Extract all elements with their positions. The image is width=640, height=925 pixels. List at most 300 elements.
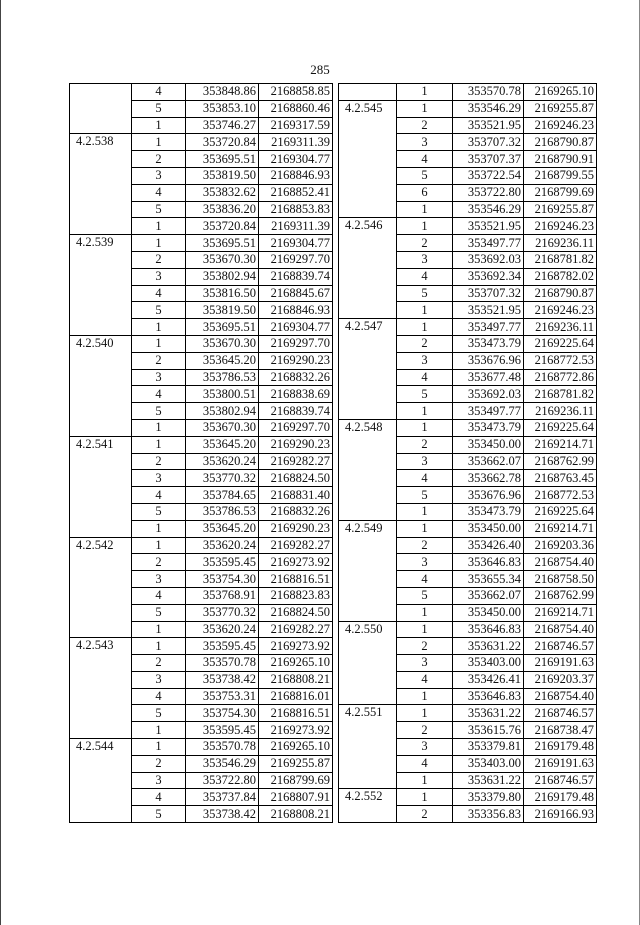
section-number-cell: 4.2.541: [70, 436, 132, 537]
point-number-cell: 1: [132, 235, 186, 252]
x-coordinate-cell: 353631.22: [453, 772, 524, 789]
x-coordinate-cell: 353403.00: [453, 755, 524, 772]
point-number-cell: 1: [132, 722, 186, 739]
x-coordinate-cell: 353450.00: [453, 436, 524, 453]
x-coordinate-cell: 353379.80: [453, 789, 524, 806]
x-coordinate-cell: 353631.22: [453, 638, 524, 655]
x-coordinate-cell: 353695.51: [186, 151, 259, 168]
y-coordinate-cell: 2168839.74: [259, 268, 333, 285]
section-number-cell: 4.2.544: [70, 739, 132, 823]
y-coordinate-cell: 2168853.83: [259, 201, 333, 218]
x-coordinate-cell: 353620.24: [186, 453, 259, 470]
section-number-cell: 4.2.543: [70, 638, 132, 739]
y-coordinate-cell: 2169297.70: [259, 251, 333, 268]
y-coordinate-cell: 2168754.40: [524, 688, 597, 705]
x-coordinate-cell: 353692.03: [453, 251, 524, 268]
table-row: [339, 705, 597, 722]
y-coordinate-cell: 2169317.59: [259, 117, 333, 134]
point-number-cell: 1: [132, 218, 186, 235]
y-coordinate-cell: 2169203.37: [524, 671, 597, 688]
y-coordinate-cell: 2168824.50: [259, 470, 333, 487]
x-coordinate-cell: 353645.20: [186, 436, 259, 453]
y-coordinate-cell: 2169304.77: [259, 319, 333, 336]
point-number-cell: 2: [132, 251, 186, 268]
table-row: [339, 84, 597, 101]
point-number-cell: 4: [132, 386, 186, 403]
x-coordinate-cell: 353615.76: [453, 722, 524, 739]
point-number-cell: 3: [397, 134, 453, 151]
x-coordinate-cell: 353738.42: [186, 806, 259, 823]
point-number-cell: 2: [397, 436, 453, 453]
y-coordinate-cell: 2168762.99: [524, 453, 597, 470]
point-number-cell: 4: [397, 268, 453, 285]
x-coordinate-cell: 353722.54: [453, 167, 524, 184]
point-number-cell: 2: [132, 554, 186, 571]
point-number-cell: 1: [132, 335, 186, 352]
x-coordinate-cell: 353595.45: [186, 722, 259, 739]
point-number-cell: 5: [132, 503, 186, 520]
y-coordinate-cell: 2168782.02: [524, 268, 597, 285]
x-coordinate-cell: 353707.37: [453, 151, 524, 168]
point-number-cell: 1: [397, 772, 453, 789]
point-number-cell: 1: [132, 621, 186, 638]
y-coordinate-cell: 2169265.10: [259, 655, 333, 672]
x-coordinate-cell: 353770.32: [186, 470, 259, 487]
y-coordinate-cell: 2169236.11: [524, 319, 597, 336]
coordinates-table-right: [338, 83, 597, 823]
y-coordinate-cell: 2168839.74: [259, 403, 333, 420]
point-number-cell: 3: [397, 251, 453, 268]
y-coordinate-cell: 2169273.92: [259, 554, 333, 571]
point-number-cell: 5: [132, 100, 186, 117]
point-number-cell: 3: [132, 167, 186, 184]
point-number-cell: 1: [397, 218, 453, 235]
y-coordinate-cell: 2168846.93: [259, 302, 333, 319]
y-coordinate-cell: 2169179.48: [524, 739, 597, 756]
y-coordinate-cell: 2168823.83: [259, 587, 333, 604]
point-number-cell: 4: [132, 789, 186, 806]
y-coordinate-cell: 2169179.48: [524, 789, 597, 806]
y-coordinate-cell: 2169166.93: [524, 806, 597, 823]
x-coordinate-cell: 353819.50: [186, 167, 259, 184]
section-number-cell: 4.2.547: [339, 319, 397, 420]
x-coordinate-cell: 353645.20: [186, 520, 259, 537]
point-number-cell: 3: [132, 671, 186, 688]
section-number-cell: 4.2.549: [339, 520, 397, 621]
point-number-cell: 4: [132, 587, 186, 604]
x-coordinate-cell: 353521.95: [453, 302, 524, 319]
x-coordinate-cell: 353595.45: [186, 638, 259, 655]
y-coordinate-cell: 2169203.36: [524, 537, 597, 554]
y-coordinate-cell: 2168799.69: [524, 184, 597, 201]
x-coordinate-cell: 353595.45: [186, 554, 259, 571]
x-coordinate-cell: 353707.32: [453, 134, 524, 151]
y-coordinate-cell: 2169225.64: [524, 503, 597, 520]
point-number-cell: 1: [397, 419, 453, 436]
x-coordinate-cell: 353662.07: [453, 587, 524, 604]
y-coordinate-cell: 2169311.39: [259, 134, 333, 151]
point-number-cell: 5: [397, 285, 453, 302]
y-coordinate-cell: 2169246.23: [524, 218, 597, 235]
y-coordinate-cell: 2168838.69: [259, 386, 333, 403]
x-coordinate-cell: 353662.78: [453, 470, 524, 487]
x-coordinate-cell: 353670.30: [186, 251, 259, 268]
y-coordinate-cell: 2168772.86: [524, 369, 597, 386]
x-coordinate-cell: 353521.95: [453, 218, 524, 235]
x-coordinate-cell: 353631.22: [453, 705, 524, 722]
y-coordinate-cell: 2168832.26: [259, 503, 333, 520]
point-number-cell: 4: [132, 285, 186, 302]
point-number-cell: 2: [397, 335, 453, 352]
x-coordinate-cell: 353473.79: [453, 335, 524, 352]
x-coordinate-cell: 353646.83: [453, 688, 524, 705]
point-number-cell: 5: [397, 167, 453, 184]
table-row: [70, 739, 333, 756]
y-coordinate-cell: 2169311.39: [259, 218, 333, 235]
x-coordinate-cell: 353645.20: [186, 352, 259, 369]
x-coordinate-cell: 353620.24: [186, 537, 259, 554]
x-coordinate-cell: 353473.79: [453, 419, 524, 436]
point-number-cell: 3: [397, 453, 453, 470]
x-coordinate-cell: 353768.91: [186, 587, 259, 604]
point-number-cell: 2: [397, 722, 453, 739]
point-number-cell: 1: [132, 419, 186, 436]
x-coordinate-cell: 353676.96: [453, 487, 524, 504]
point-number-cell: 5: [397, 487, 453, 504]
y-coordinate-cell: 2168858.85: [259, 84, 333, 101]
table-row: [70, 436, 333, 453]
y-coordinate-cell: 2169255.87: [259, 755, 333, 772]
table-row: [70, 335, 333, 352]
page-number: 285: [310, 62, 330, 77]
y-coordinate-cell: 2169255.87: [524, 100, 597, 117]
y-coordinate-cell: 2169191.63: [524, 755, 597, 772]
y-coordinate-cell: 2169297.70: [259, 335, 333, 352]
x-coordinate-cell: 353620.24: [186, 621, 259, 638]
y-coordinate-cell: 2168845.67: [259, 285, 333, 302]
y-coordinate-cell: 2168781.82: [524, 251, 597, 268]
point-number-cell: 2: [397, 117, 453, 134]
point-number-cell: 1: [132, 537, 186, 554]
coordinates-table-left: [69, 83, 333, 823]
table-row: [339, 419, 597, 436]
y-coordinate-cell: 2169273.92: [259, 638, 333, 655]
point-number-cell: 5: [132, 604, 186, 621]
point-number-cell: 3: [132, 369, 186, 386]
x-coordinate-cell: 353802.94: [186, 268, 259, 285]
point-number-cell: 4: [397, 470, 453, 487]
point-number-cell: 5: [397, 587, 453, 604]
y-coordinate-cell: 2168754.40: [524, 621, 597, 638]
x-coordinate-cell: 353786.53: [186, 369, 259, 386]
x-coordinate-cell: 353546.29: [453, 201, 524, 218]
point-number-cell: 4: [397, 671, 453, 688]
section-number-cell: 4.2.539: [70, 235, 132, 336]
y-coordinate-cell: 2169246.23: [524, 117, 597, 134]
point-number-cell: 1: [397, 520, 453, 537]
y-coordinate-cell: 2168824.50: [259, 604, 333, 621]
point-number-cell: 4: [397, 571, 453, 588]
point-number-cell: 1: [132, 436, 186, 453]
x-coordinate-cell: 353832.62: [186, 184, 259, 201]
point-number-cell: 1: [397, 688, 453, 705]
y-coordinate-cell: 2169214.71: [524, 520, 597, 537]
y-coordinate-cell: 2168799.55: [524, 167, 597, 184]
point-number-cell: 4: [132, 487, 186, 504]
x-coordinate-cell: 353695.51: [186, 235, 259, 252]
point-number-cell: 1: [397, 201, 453, 218]
point-number-cell: 4: [132, 688, 186, 705]
x-coordinate-cell: 353770.32: [186, 604, 259, 621]
x-coordinate-cell: 353676.96: [453, 352, 524, 369]
x-coordinate-cell: 353570.78: [453, 84, 524, 101]
y-coordinate-cell: 2169290.23: [259, 436, 333, 453]
table-row: [70, 134, 333, 151]
point-number-cell: 6: [397, 184, 453, 201]
point-number-cell: 1: [397, 100, 453, 117]
y-coordinate-cell: 2169304.77: [259, 151, 333, 168]
x-coordinate-cell: 353800.51: [186, 386, 259, 403]
x-coordinate-cell: 353786.53: [186, 503, 259, 520]
point-number-cell: 1: [397, 503, 453, 520]
y-coordinate-cell: 2169304.77: [259, 235, 333, 252]
point-number-cell: 4: [132, 84, 186, 101]
y-coordinate-cell: 2168816.51: [259, 571, 333, 588]
x-coordinate-cell: 353738.42: [186, 671, 259, 688]
y-coordinate-cell: 2168781.82: [524, 386, 597, 403]
section-number-cell: 4.2.540: [70, 335, 132, 436]
y-coordinate-cell: 2169236.11: [524, 403, 597, 420]
point-number-cell: 5: [132, 806, 186, 823]
x-coordinate-cell: 353570.78: [186, 655, 259, 672]
table-row: [339, 789, 597, 806]
y-coordinate-cell: 2168852.41: [259, 184, 333, 201]
point-number-cell: 1: [132, 638, 186, 655]
point-number-cell: 5: [397, 386, 453, 403]
point-number-cell: 5: [132, 403, 186, 420]
y-coordinate-cell: 2168816.01: [259, 688, 333, 705]
y-coordinate-cell: 2168808.21: [259, 671, 333, 688]
x-coordinate-cell: 353497.77: [453, 235, 524, 252]
x-coordinate-cell: 353646.83: [453, 621, 524, 638]
point-number-cell: 3: [397, 655, 453, 672]
y-coordinate-cell: 2168762.99: [524, 587, 597, 604]
table-row: [70, 537, 333, 554]
y-coordinate-cell: 2169290.23: [259, 520, 333, 537]
x-coordinate-cell: 353546.29: [453, 100, 524, 117]
x-coordinate-cell: 353819.50: [186, 302, 259, 319]
y-coordinate-cell: 2169297.70: [259, 419, 333, 436]
x-coordinate-cell: 353816.50: [186, 285, 259, 302]
point-number-cell: 3: [397, 739, 453, 756]
x-coordinate-cell: 353677.48: [453, 369, 524, 386]
x-coordinate-cell: 353570.78: [186, 739, 259, 756]
point-number-cell: 1: [397, 604, 453, 621]
point-number-cell: 1: [397, 84, 453, 101]
x-coordinate-cell: 353853.10: [186, 100, 259, 117]
x-coordinate-cell: 353722.80: [186, 772, 259, 789]
x-coordinate-cell: 353836.20: [186, 201, 259, 218]
y-coordinate-cell: 2168746.57: [524, 705, 597, 722]
point-number-cell: 4: [397, 755, 453, 772]
x-coordinate-cell: 353356.83: [453, 806, 524, 823]
point-number-cell: 4: [397, 369, 453, 386]
x-coordinate-cell: 353695.51: [186, 319, 259, 336]
x-coordinate-cell: 353662.07: [453, 453, 524, 470]
y-coordinate-cell: 2168807.91: [259, 789, 333, 806]
x-coordinate-cell: 353546.29: [186, 755, 259, 772]
x-coordinate-cell: 353426.40: [453, 537, 524, 554]
x-coordinate-cell: 353848.86: [186, 84, 259, 101]
point-number-cell: 2: [397, 537, 453, 554]
point-number-cell: 3: [132, 268, 186, 285]
section-number-cell: [339, 84, 397, 101]
point-number-cell: 3: [397, 554, 453, 571]
y-coordinate-cell: 2169282.27: [259, 453, 333, 470]
point-number-cell: 4: [132, 184, 186, 201]
y-coordinate-cell: 2168832.26: [259, 369, 333, 386]
point-number-cell: 3: [132, 772, 186, 789]
section-number-cell: 4.2.552: [339, 789, 397, 823]
y-coordinate-cell: 2168738.47: [524, 722, 597, 739]
point-number-cell: 1: [397, 621, 453, 638]
point-number-cell: 2: [132, 352, 186, 369]
point-number-cell: 1: [397, 789, 453, 806]
table-row: [339, 520, 597, 537]
point-number-cell: 5: [132, 201, 186, 218]
y-coordinate-cell: 2168746.57: [524, 772, 597, 789]
x-coordinate-cell: 353737.84: [186, 789, 259, 806]
x-coordinate-cell: 353646.83: [453, 554, 524, 571]
x-coordinate-cell: 353670.30: [186, 335, 259, 352]
x-coordinate-cell: 353754.30: [186, 705, 259, 722]
y-coordinate-cell: 2168846.93: [259, 167, 333, 184]
y-coordinate-cell: 2168772.53: [524, 487, 597, 504]
y-coordinate-cell: 2168772.53: [524, 352, 597, 369]
x-coordinate-cell: 353670.30: [186, 419, 259, 436]
point-number-cell: 5: [132, 302, 186, 319]
x-coordinate-cell: 353473.79: [453, 503, 524, 520]
y-coordinate-cell: 2169255.87: [524, 201, 597, 218]
section-number-cell: 4.2.538: [70, 134, 132, 235]
y-coordinate-cell: 2168754.40: [524, 554, 597, 571]
section-number-cell: 4.2.550: [339, 621, 397, 705]
table-row: [70, 84, 333, 101]
section-number-cell: 4.2.551: [339, 705, 397, 789]
x-coordinate-cell: 353497.77: [453, 403, 524, 420]
point-number-cell: 1: [132, 134, 186, 151]
x-coordinate-cell: 353403.00: [453, 655, 524, 672]
y-coordinate-cell: 2169246.23: [524, 302, 597, 319]
point-number-cell: 1: [132, 520, 186, 537]
y-coordinate-cell: 2168746.57: [524, 638, 597, 655]
point-number-cell: 3: [132, 571, 186, 588]
point-number-cell: 5: [132, 705, 186, 722]
point-number-cell: 3: [397, 352, 453, 369]
x-coordinate-cell: 353379.81: [453, 739, 524, 756]
x-coordinate-cell: 353521.95: [453, 117, 524, 134]
table-row: [70, 638, 333, 655]
point-number-cell: 1: [132, 319, 186, 336]
y-coordinate-cell: 2168831.40: [259, 487, 333, 504]
x-coordinate-cell: 353426.41: [453, 671, 524, 688]
scan-edge-left: [0, 0, 1, 925]
x-coordinate-cell: 353707.32: [453, 285, 524, 302]
y-coordinate-cell: 2169273.92: [259, 722, 333, 739]
x-coordinate-cell: 353754.30: [186, 571, 259, 588]
y-coordinate-cell: 2168799.69: [259, 772, 333, 789]
x-coordinate-cell: 353692.03: [453, 386, 524, 403]
y-coordinate-cell: 2169214.71: [524, 604, 597, 621]
point-number-cell: 2: [132, 453, 186, 470]
y-coordinate-cell: 2169225.64: [524, 335, 597, 352]
point-number-cell: 4: [397, 151, 453, 168]
x-coordinate-cell: 353497.77: [453, 319, 524, 336]
section-number-cell: [70, 84, 132, 134]
point-number-cell: 1: [397, 302, 453, 319]
x-coordinate-cell: 353802.94: [186, 403, 259, 420]
point-number-cell: 1: [397, 705, 453, 722]
x-coordinate-cell: 353720.84: [186, 218, 259, 235]
y-coordinate-cell: 2168790.91: [524, 151, 597, 168]
y-coordinate-cell: 2168790.87: [524, 134, 597, 151]
table-row: [339, 319, 597, 336]
table-row: [339, 218, 597, 235]
x-coordinate-cell: 353720.84: [186, 134, 259, 151]
point-number-cell: 3: [132, 470, 186, 487]
point-number-cell: 2: [132, 755, 186, 772]
point-number-cell: 1: [397, 319, 453, 336]
y-coordinate-cell: 2169282.27: [259, 621, 333, 638]
point-number-cell: 2: [397, 235, 453, 252]
x-coordinate-cell: 353784.65: [186, 487, 259, 504]
x-coordinate-cell: 353753.31: [186, 688, 259, 705]
y-coordinate-cell: 2169214.71: [524, 436, 597, 453]
x-coordinate-cell: 353450.00: [453, 604, 524, 621]
point-number-cell: 2: [132, 151, 186, 168]
y-coordinate-cell: 2169282.27: [259, 537, 333, 554]
section-number-cell: 4.2.548: [339, 419, 397, 520]
table-row: [339, 100, 597, 117]
x-coordinate-cell: 353746.27: [186, 117, 259, 134]
point-number-cell: 2: [397, 638, 453, 655]
x-coordinate-cell: 353655.34: [453, 571, 524, 588]
y-coordinate-cell: 2169265.10: [524, 84, 597, 101]
y-coordinate-cell: 2169265.10: [259, 739, 333, 756]
table-row: [339, 621, 597, 638]
point-number-cell: 1: [132, 739, 186, 756]
section-number-cell: 4.2.545: [339, 100, 397, 218]
x-coordinate-cell: 353722.80: [453, 184, 524, 201]
y-coordinate-cell: 2169290.23: [259, 352, 333, 369]
y-coordinate-cell: 2168790.87: [524, 285, 597, 302]
point-number-cell: 2: [132, 655, 186, 672]
y-coordinate-cell: 2169191.63: [524, 655, 597, 672]
table-row: [70, 235, 333, 252]
y-coordinate-cell: 2168808.21: [259, 806, 333, 823]
y-coordinate-cell: 2168758.50: [524, 571, 597, 588]
point-number-cell: 2: [397, 806, 453, 823]
section-number-cell: 4.2.542: [70, 537, 132, 638]
point-number-cell: 1: [397, 403, 453, 420]
point-number-cell: 1: [132, 117, 186, 134]
y-coordinate-cell: 2168860.46: [259, 100, 333, 117]
section-number-cell: 4.2.546: [339, 218, 397, 319]
x-coordinate-cell: 353692.34: [453, 268, 524, 285]
y-coordinate-cell: 2169236.11: [524, 235, 597, 252]
y-coordinate-cell: 2169225.64: [524, 419, 597, 436]
y-coordinate-cell: 2168816.51: [259, 705, 333, 722]
